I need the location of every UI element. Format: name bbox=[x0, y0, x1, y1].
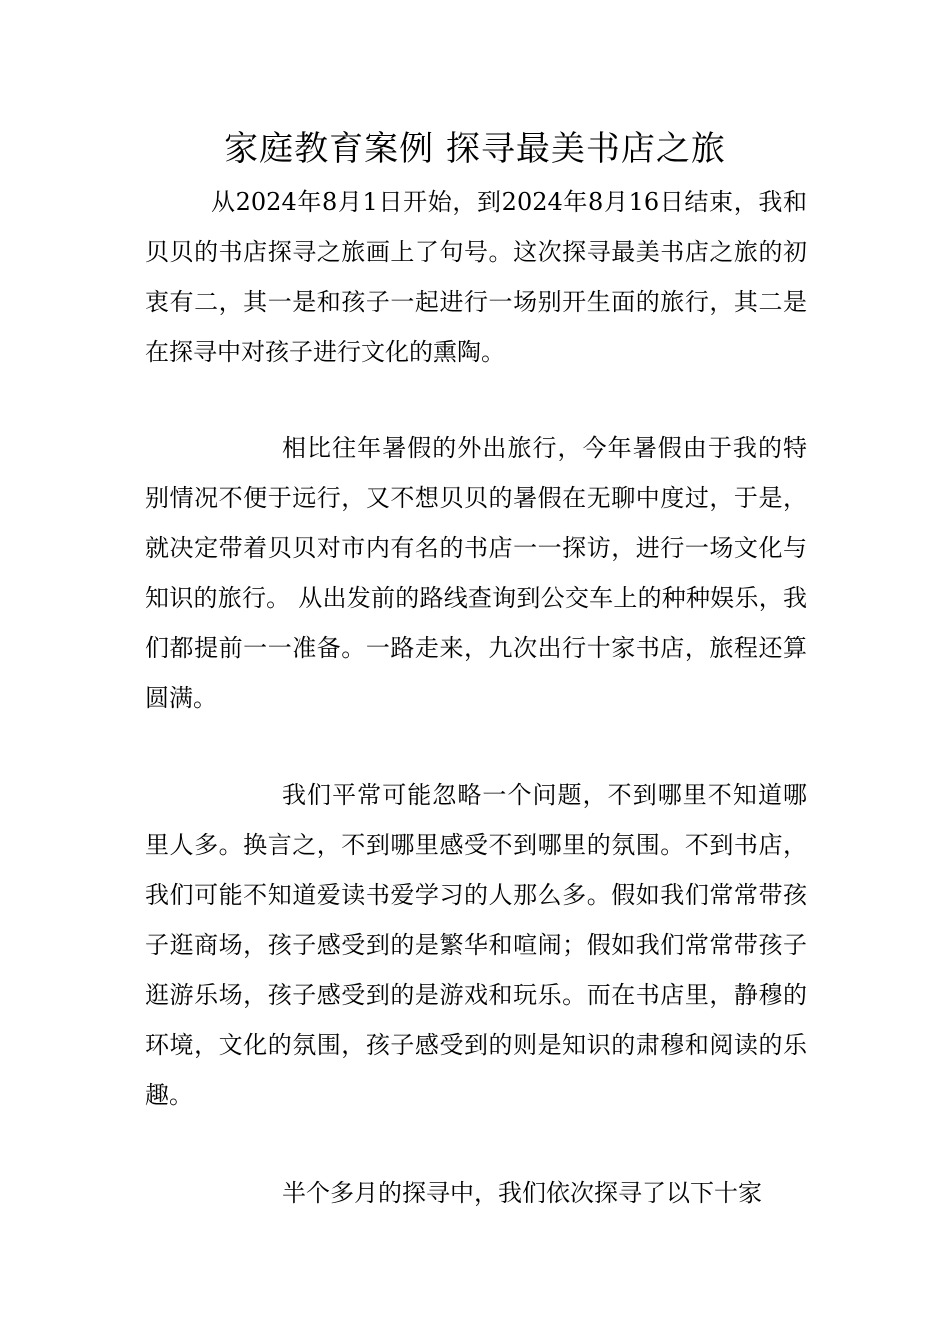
document-title: 家庭教育案例 探寻最美书店之旅 bbox=[224, 129, 726, 169]
paragraph-bookstores: 半个多月的探寻中，我们依次探寻了以下十家 bbox=[282, 1179, 762, 1207]
paragraph-atmosphere: 我们平常可能忽略一个问题，不到哪里不知道哪里人多。换言之，不到哪里感受不到哪里的氛围。不到书店，我们可能不知道爱读书爱学习的人那么多。假如我们常常带孩子逛商场，孩子感受到的是繁华和喧闹；假如我们常常带孩子逛游乐场，孩子感受到的是游戏和玩乐。而在书店里，静穆的环境，文化的氛围，孩子感受到的则是知识的肃穆和阅读的乐趣。 bbox=[145, 781, 807, 1109]
paragraph-intro: 从2024年8月1日开始，到2024年8月16日结束，我和贝贝的书店探寻之旅画上了句号。这次探寻最美书店之旅的初衷有二，其一是和孩子一起进行一场别开生面的旅行，其二是在探寻中对孩子进行文化的熏陶。 bbox=[145, 188, 807, 366]
paragraph-summer-trip: 相比往年暑假的外出旅行，今年暑假由于我的特别情况不便于远行，又不想贝贝的暑假在无聊中度过，于是，就决定带着贝贝对市内有名的书店一一探访，进行一场文化与知识的旅行。 从出发前的路线查询到公交车上的种种娱乐，我们都提前一一准备。一路走来，九次出行十家书店，旅程还算圆满。 bbox=[145, 434, 807, 712]
